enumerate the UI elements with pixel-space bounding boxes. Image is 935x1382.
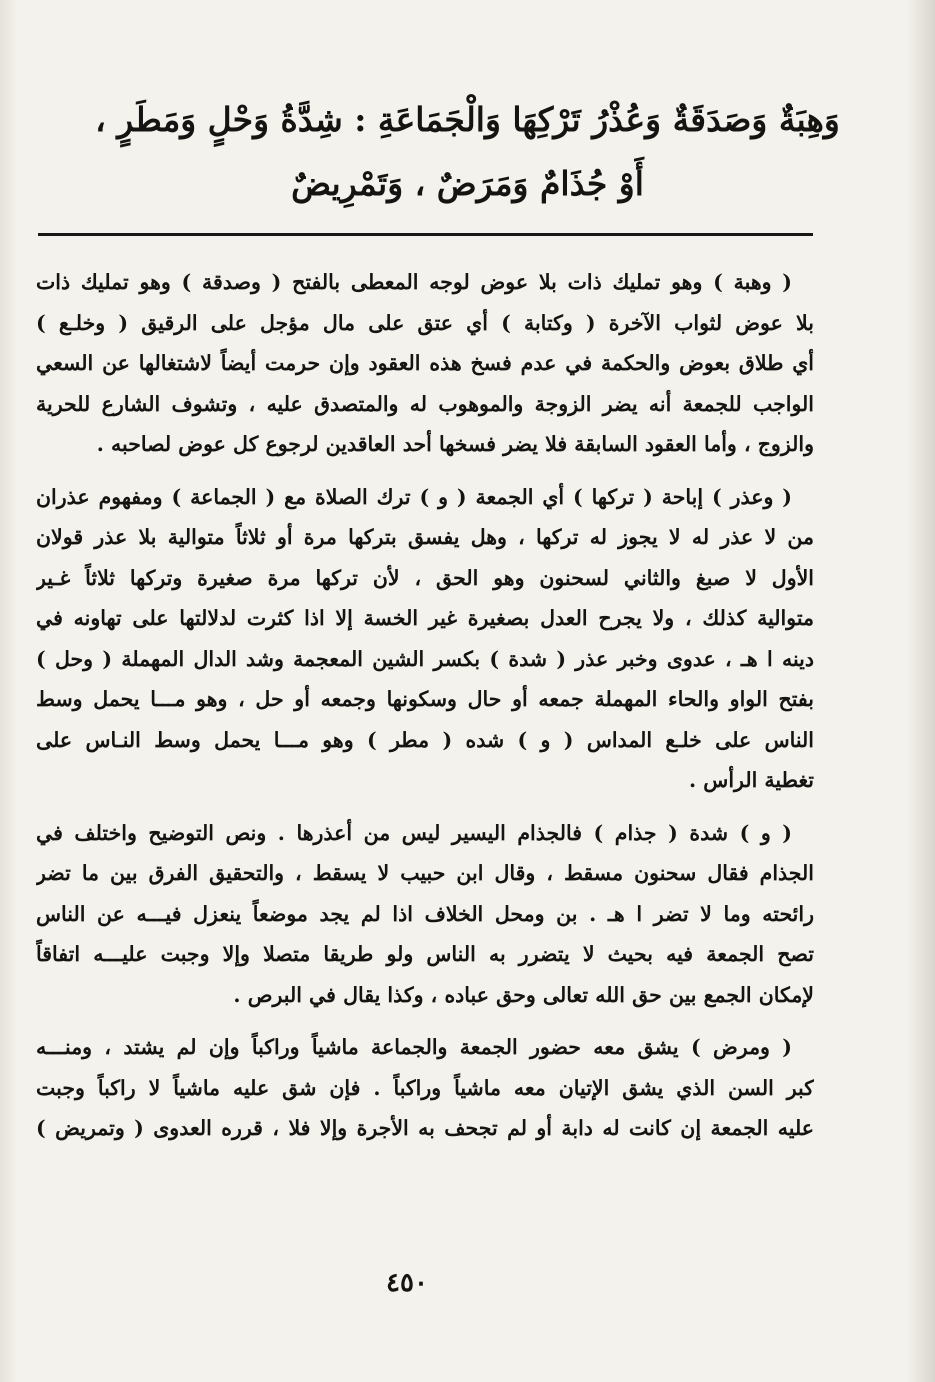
text-line: دينه ا هـ ، عدوى وخبر عذر ( شدة ) بكسر الشين المعجمة وشد الدال المهملة ( وحل ): [36, 646, 814, 671]
text-line: عليه الجمعة إن كانت له دابة أو لم تجحف به الأجرة وإلا فلا ، قرره العدوى ( وتمريض ): [36, 1116, 814, 1140]
text-line: ( ومرض ) يشق معه حضور الجمعة والجماعة ماشياً وراكباً وإن لم يشتد ، ومنـــه: [36, 1035, 792, 1059]
text-line: بلا عوض لثواب الآخرة ( وكتابة ) أي عتق على مال مؤجل على الرقيق ( وخلـع ): [36, 310, 814, 335]
text-line: رائحته وما لا تضر ا هـ . بن ومحل الخلاف اذا لم يجد موضعاً ينعزل فيـــه عن الناس: [36, 901, 814, 926]
matn-line: أَوْ جُذَامٌ وَمَرَضٌ ، وَتَمْرِيضٌ: [291, 164, 644, 203]
text-line: الأول لا صبغ والثاني لسحنون وهو الحق ، لأن تركها مرة صغيرة وتركها ثلاثاً غـير: [36, 565, 814, 590]
matn-line: وَهِبَةٌ وَصَدَقَةٌ وَعُذْرُ تَرْكِهَا وَالْجَمَاعَةِ : شِدَّةُ وَحْلٍ وَمَطَرٍ ،: [95, 100, 840, 139]
text-line: ( وهبة ) وهو تمليك ذات بلا عوض لوجه المعطى بالفتح ( وصدقة ) وهو تمليك ذات: [36, 270, 792, 294]
text-line: تغطية الرأس .: [689, 768, 814, 792]
page-edge-shadow: [907, 0, 935, 1382]
page-edge-shadow-left: [0, 0, 18, 1382]
paragraph-hiba: [36, 262, 814, 465]
text-line: أي طلاق بعوض والحكمة في عدم فسخ هذه العقود وإن حرمت أيضاً لاشتغالها عن السعي: [36, 351, 814, 375]
paragraph-judham: [36, 813, 814, 1016]
text-line: الواجب للجمعة أنه يضر الزوجة والموهوب له والمتصدق عليه ، وتشوف الشارع للحرية: [36, 391, 814, 416]
page-number: ٤٥٠: [386, 1268, 428, 1298]
text-line: الناس على خلـع المداس ( و ) شده ( مطر ) وهو مـــا يحمل وسط النـاس على: [36, 727, 814, 752]
text-line: من لا عذر له لا يجوز له تركها ، وهل يفسق بتركها مرة أو ثلاثاً متوالية بلا عذر قولان: [36, 525, 814, 549]
paragraph-marad: [36, 1027, 814, 1149]
text-line: ( وعذر ) إباحة ( تركها ) أي الجمعة ( و ) ترك الصلاة مع ( الجماعة ) ومفهوم عذران: [36, 484, 792, 509]
matn-heading: [60, 88, 875, 216]
text-line: الجذام فقال سحنون مسقط ، وقال ابن حبيب لا يسقط ، والتحقيق الفرق بين ما تضر: [36, 861, 814, 885]
text-line: ( و ) شدة ( جذام ) فالجذام اليسير ليس من أعذرها . ونص التوضيح واختلف في: [36, 820, 792, 845]
text-line: متوالية كذلك ، ولا يجرح العدل بصغيرة غير الخسة إلا اذا كثرت لدلالتها على تهاونه في: [36, 606, 814, 630]
divider-rule: [38, 233, 813, 236]
text-line: والزوج ، وأما العقود السابقة فلا يضر فسخها أحد العاقدين لرجوع كل عوض لصاحبه .: [96, 432, 814, 456]
text-line: تصح الجمعة فيه بحيث لا يتضرر به الناس ولو طريقا متصلا وإلا وجبت عليـــه اتفاقاً: [36, 942, 814, 966]
commentary-body: [36, 262, 814, 1161]
text-line: بفتح الواو والحاء المهملة جمعه أو حال وسكونها وجمعه أو حل ، وهو مـــا يحمل وسط: [36, 687, 814, 711]
paragraph-udhr: [36, 477, 814, 801]
text-line: لإمكان الجمع بين حق الله تعالى وحق عباده ، وكذا يقال في البرص .: [233, 982, 814, 1007]
text-line: كبر السن الذي يشق الإتيان معه ماشياً وراكباً . فإن شق عليه ماشياً لا راكباً وجبت: [36, 1075, 814, 1100]
